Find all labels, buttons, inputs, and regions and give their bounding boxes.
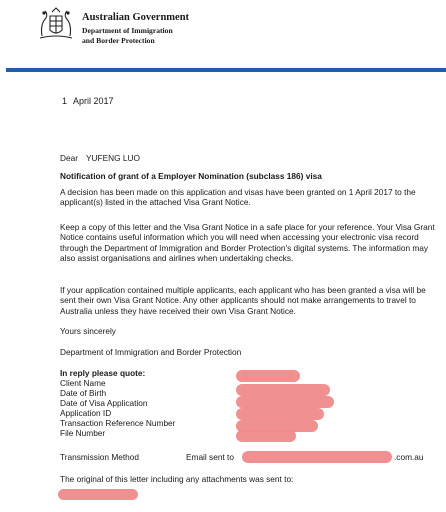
closing: Yours sincerely [60,326,116,336]
salutation-word: Dear [60,153,78,163]
reply-field: Application ID [60,408,112,418]
reply-field: Client Name [60,378,106,388]
reply-field: Date of Birth [60,388,107,398]
paragraph-decision: A decision has been made on this application and visas have been granted on 1 April 2017 to the applicant(s) listed in the attached Visa Grant Notice. [60,187,416,208]
salutation [60,153,440,163]
reply-field: Date of Visa Application [60,398,148,408]
transmission-label: Transmission Method [60,452,140,462]
letter-date [62,96,114,106]
redaction-mark [236,430,296,442]
reply-field: Transaction Reference Number [60,418,176,428]
signatory: Department of Immigration and Border Protection [60,347,242,357]
coat-of-arms-icon [36,6,76,42]
reply-field: File Number [60,428,106,438]
redaction-mark [242,451,392,463]
letterhead [0,0,446,76]
redaction-mark [236,370,300,382]
email-domain: .com.au [394,452,424,462]
paragraph-keep-copy: Keep a copy of this letter and the Visa Grant Notice in a safe place for your reference. Your Visa Grant Notice contains useful information which you will need when accessing your electronic visa record through the Department of Immigration and Border Protection's digital systems. The information may also assist organisations and airlines when undertaking checks. [60,222,435,264]
redaction-mark [236,396,334,408]
original-sent-to: The original of this letter including any attachments was sent to: [60,474,294,484]
redaction-mark [58,489,138,500]
department-line: Department of Immigration [82,26,173,35]
department-name [82,26,222,45]
letter-subject: Notification of grant of a Employer Nomination (subclass 186) visa [60,171,322,181]
redaction-mark [236,408,324,420]
header-divider [6,68,446,72]
email-label: Email sent to [186,452,234,462]
government-title: Australian Government [82,12,190,23]
date-month-year: April 2017 [73,96,114,106]
paragraph-multiple-applicants: If your application contained multiple applicants, each applicant who has been granted a visa will be sent their own Visa Grant Notice. Any other applicants should not make arrangements to travel to Australia unless they have received their own Visa Grant Notice. [60,285,426,316]
date-day: 1 [62,96,68,106]
reply-heading: In reply please quote: [60,368,146,378]
department-line: and Border Protection [82,35,155,45]
recipient-name: YUFENG LUO [85,153,140,163]
redaction-mark [236,384,330,396]
